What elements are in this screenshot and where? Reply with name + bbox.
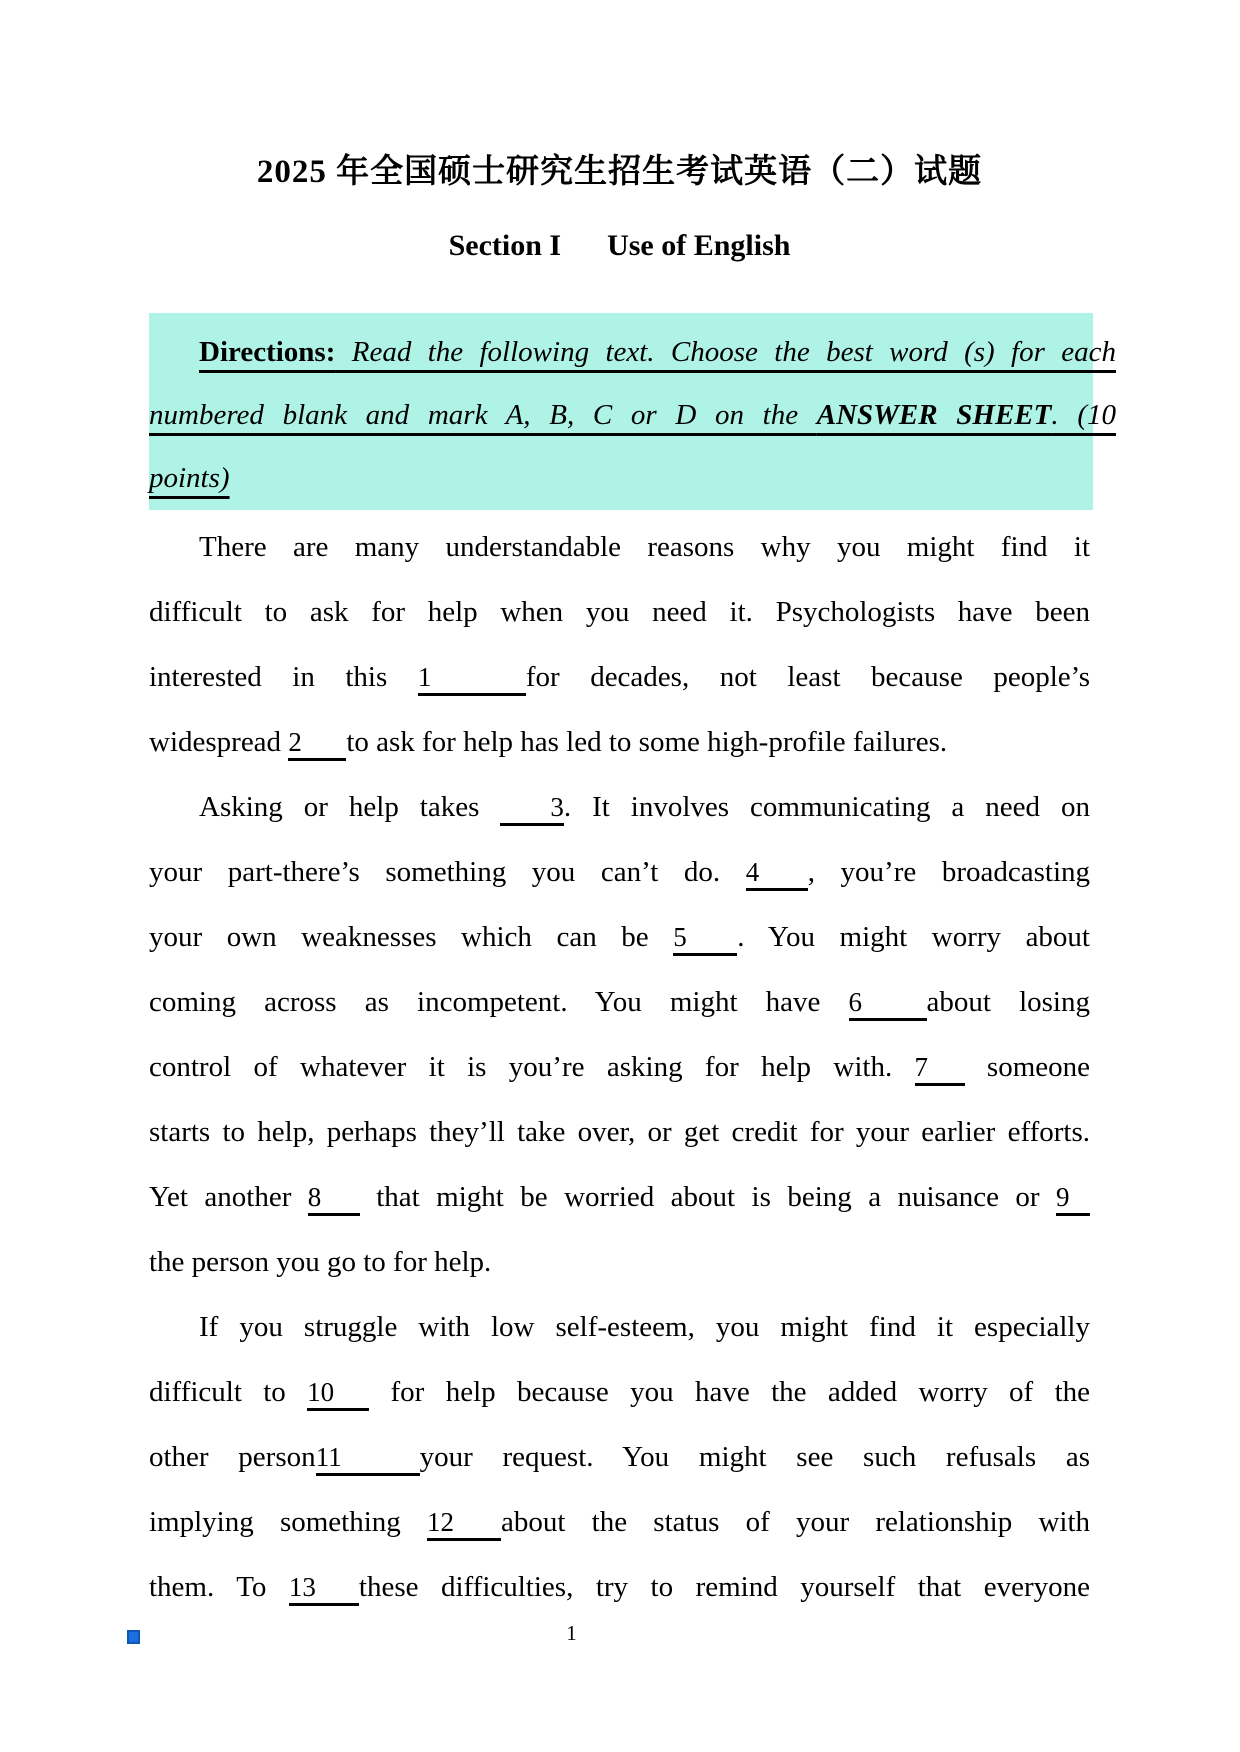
- passage-line: starts to help, perhaps they’ll take over, or get credit for your earlier efforts.: [149, 1116, 1090, 1148]
- cloze-blank-11: 11: [316, 1442, 420, 1476]
- passage-line: widespread 2 to ask for help has led to some high-profile failures.: [149, 710, 1090, 775]
- passage-line: interested in this 1 for decades, not least because people’s: [149, 645, 1090, 710]
- passage-line: the person you go to for help.: [149, 1246, 492, 1278]
- section-title: Use of English: [607, 229, 791, 262]
- passage-line: your part-there’s something you can’t do. 4 , you’re broadcasting: [149, 840, 1090, 905]
- directions-line1-text: Read the following text. Choose the best word (s) for each: [335, 336, 1116, 368]
- directions-line3: points): [149, 462, 230, 494]
- cloze-blank-10: 10: [307, 1377, 369, 1411]
- passage-line: Yet another 8 that might be worried about is being a nuisance or 9: [149, 1165, 1090, 1230]
- directions-line2-pre: numbered blank and mark A, B, C or D on the: [149, 399, 817, 431]
- directions-label: Directions:: [199, 336, 336, 368]
- cloze-blank-8: 8: [308, 1182, 360, 1216]
- cloze-passage: [149, 515, 1090, 1620]
- passage-line: control of whatever it is you’re asking for help with. 7 someone: [149, 1035, 1090, 1100]
- passage-line: them. To 13 these difficulties, try to remind yourself that everyone: [149, 1555, 1090, 1620]
- page-number: 1: [566, 1621, 577, 1645]
- directions-line2-post: . (10: [1051, 399, 1116, 431]
- cloze-blank-6: 6: [849, 987, 927, 1021]
- cloze-blank-13: 13: [289, 1572, 359, 1606]
- cloze-blank-7: 7: [915, 1052, 965, 1086]
- passage-line: If you struggle with low self-esteem, you might find it especially: [199, 1311, 1090, 1343]
- section-number: Section I: [448, 229, 562, 262]
- blue-square-marker: [127, 1630, 140, 1644]
- cloze-blank-1: 1: [418, 662, 526, 696]
- passage-line: your own weaknesses which can be 5 . You might worry about: [149, 905, 1090, 970]
- passage-line: coming across as incompetent. You might have 6 about losing: [149, 970, 1090, 1035]
- section-heading: [149, 228, 1090, 264]
- passage-line: Asking or help takes 3. It involves communicating a need on: [149, 775, 1090, 840]
- passage-line: difficult to 10 for help because you have the added worry of the: [149, 1360, 1090, 1425]
- passage-line: other person11 your request. You might see such refusals as: [149, 1425, 1090, 1490]
- directions-paragraph: [149, 321, 1116, 510]
- answer-sheet-emphasis: ANSWER SHEET: [816, 399, 1052, 431]
- cloze-blank-12: 12: [427, 1507, 501, 1541]
- passage-line: implying something 12 about the status of your relationship with: [149, 1490, 1090, 1555]
- cloze-blank-5: 5: [673, 922, 737, 956]
- passage-line: There are many understandable reasons why you might find it: [199, 531, 1090, 563]
- passage-line: difficult to ask for help when you need it. Psychologists have been: [149, 596, 1090, 628]
- cloze-blank-2: 2: [288, 727, 346, 761]
- cloze-blank-4: 4: [746, 857, 808, 891]
- cloze-blank-9: 9: [1056, 1182, 1090, 1216]
- cloze-blank-3: 3: [500, 792, 564, 826]
- directions-box: [149, 313, 1116, 510]
- exam-title: 2025 年全国硕士研究生招生考试英语（二）试题: [256, 154, 983, 190]
